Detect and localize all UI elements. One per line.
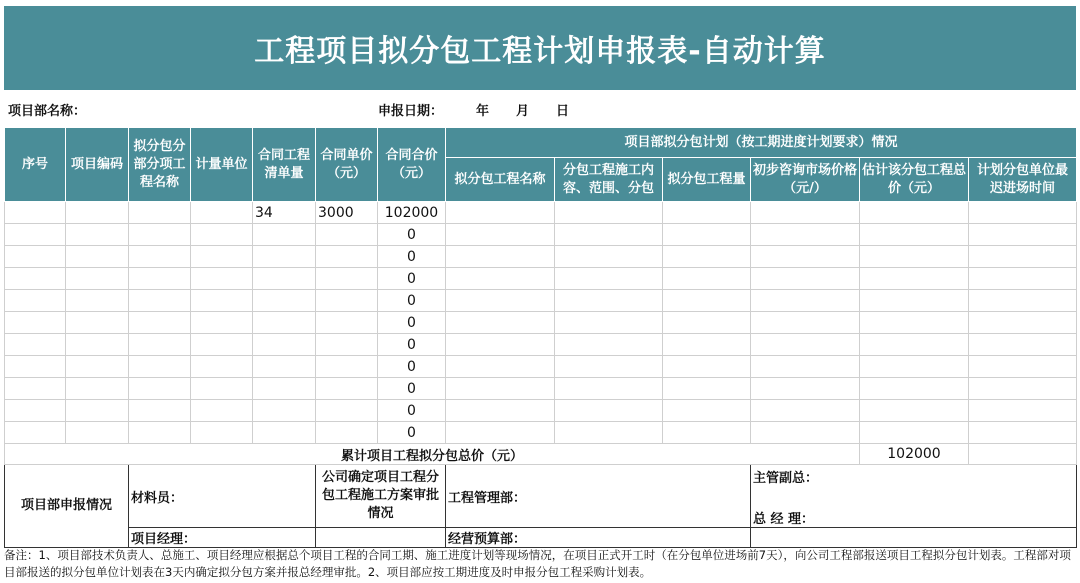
seq-cell[interactable] — [5, 334, 66, 356]
estimated-total-cell[interactable] — [860, 224, 969, 246]
pm-label: 项目经理： — [129, 528, 316, 548]
budget-empty-cell — [751, 528, 1077, 548]
item-name-cell[interactable] — [129, 422, 191, 444]
code-cell[interactable] — [66, 356, 129, 378]
year-label: 年 — [476, 104, 490, 119]
date-label: 申报日期： — [378, 104, 444, 119]
table-row — [5, 334, 1077, 356]
sub-content-cell[interactable] — [555, 356, 663, 378]
unit-cell[interactable] — [191, 202, 253, 224]
sub-quantity-cell[interactable] — [663, 422, 751, 444]
seq-cell[interactable] — [5, 422, 66, 444]
seq-cell[interactable] — [5, 400, 66, 422]
estimated-total-cell[interactable] — [860, 378, 969, 400]
sub-quantity-cell[interactable] — [663, 334, 751, 356]
code-cell[interactable] — [66, 422, 129, 444]
summary-empty-cell[interactable] — [969, 444, 1077, 465]
quantity-cell[interactable] — [253, 268, 316, 290]
sub-quantity-cell[interactable] — [663, 290, 751, 312]
table-row — [5, 202, 1077, 224]
header-code: 项目编码 — [66, 128, 129, 202]
estimated-total-cell[interactable] — [860, 356, 969, 378]
item-name-cell[interactable] — [129, 202, 191, 224]
table-row — [5, 268, 1077, 290]
header-quantity: 合同工程清单量 — [253, 128, 316, 202]
sub-name-cell[interactable] — [446, 224, 555, 246]
code-cell[interactable] — [66, 246, 129, 268]
approvers-cell — [751, 465, 1077, 528]
unit-price-cell[interactable] — [316, 224, 378, 246]
sub-content-cell[interactable] — [555, 400, 663, 422]
unit-price-cell[interactable]: 3000 — [316, 202, 378, 224]
market-price-cell[interactable] — [751, 312, 860, 334]
seq-cell[interactable] — [5, 268, 66, 290]
total-price-cell[interactable]: 0 — [378, 356, 446, 378]
unit-cell[interactable] — [191, 334, 253, 356]
pm-empty-cell — [316, 528, 446, 548]
sub-content-cell[interactable] — [555, 246, 663, 268]
header-total-price: 合同合价（元） — [378, 128, 446, 202]
header-estimated-total: 估计该分包工程总价（元） — [860, 158, 969, 202]
sub-name-cell[interactable] — [446, 312, 555, 334]
latest-entry-cell[interactable] — [969, 400, 1077, 422]
total-price-cell[interactable]: 0 — [378, 334, 446, 356]
latest-entry-cell[interactable] — [969, 290, 1077, 312]
estimated-total-cell[interactable] — [860, 312, 969, 334]
sub-content-cell[interactable] — [555, 378, 663, 400]
sub-content-cell[interactable] — [555, 202, 663, 224]
sub-name-cell[interactable] — [446, 356, 555, 378]
sub-quantity-cell[interactable] — [663, 378, 751, 400]
total-price-cell[interactable]: 0 — [378, 422, 446, 444]
market-price-cell[interactable] — [751, 378, 860, 400]
market-price-cell[interactable] — [751, 290, 860, 312]
deputy-gm-label: 主管副总： — [753, 471, 819, 486]
unit-cell[interactable] — [191, 268, 253, 290]
header-unit: 计量单位 — [191, 128, 253, 202]
total-price-cell[interactable]: 0 — [378, 224, 446, 246]
estimated-total-cell[interactable] — [860, 422, 969, 444]
unit-price-cell[interactable] — [316, 356, 378, 378]
unit-cell[interactable] — [191, 378, 253, 400]
sub-quantity-cell[interactable] — [663, 202, 751, 224]
header-market-price: 初步咨询市场价格（元/） — [751, 158, 860, 202]
item-name-cell[interactable] — [129, 246, 191, 268]
seq-cell[interactable] — [5, 356, 66, 378]
unit-price-cell[interactable] — [316, 246, 378, 268]
unit-cell[interactable] — [191, 246, 253, 268]
quantity-cell[interactable] — [253, 378, 316, 400]
latest-entry-cell[interactable] — [969, 312, 1077, 334]
unit-cell[interactable] — [191, 422, 253, 444]
sub-name-cell[interactable] — [446, 400, 555, 422]
unit-price-cell[interactable] — [316, 334, 378, 356]
code-cell[interactable] — [66, 290, 129, 312]
budget-dept-label: 经营预算部： — [446, 528, 751, 548]
total-price-cell[interactable]: 102000 — [378, 202, 446, 224]
code-cell[interactable] — [66, 268, 129, 290]
sub-quantity-cell[interactable] — [663, 224, 751, 246]
latest-entry-cell[interactable] — [969, 224, 1077, 246]
title-banner — [4, 6, 1076, 90]
sub-name-cell[interactable] — [446, 378, 555, 400]
header-seq: 序号 — [5, 128, 66, 202]
estimated-total-cell[interactable] — [860, 290, 969, 312]
unit-cell[interactable] — [191, 224, 253, 246]
unit-price-cell[interactable] — [316, 400, 378, 422]
sub-content-cell[interactable] — [555, 422, 663, 444]
code-cell[interactable] — [66, 334, 129, 356]
item-name-cell[interactable] — [129, 400, 191, 422]
quantity-cell[interactable] — [253, 224, 316, 246]
quantity-cell[interactable] — [253, 246, 316, 268]
latest-entry-cell[interactable] — [969, 268, 1077, 290]
section-label: 项目部申报情况 — [5, 465, 129, 548]
unit-price-cell[interactable] — [316, 422, 378, 444]
market-price-cell[interactable] — [751, 400, 860, 422]
eng-dept-label: 工程管理部： — [446, 465, 751, 528]
header-sub-quantity: 拟分包工程量 — [663, 158, 751, 202]
item-name-cell[interactable] — [129, 356, 191, 378]
quantity-cell[interactable] — [253, 400, 316, 422]
market-price-cell[interactable] — [751, 356, 860, 378]
sub-content-cell[interactable] — [555, 290, 663, 312]
unit-price-cell[interactable] — [316, 378, 378, 400]
day-label: 日 — [556, 104, 570, 119]
total-price-cell[interactable]: 0 — [378, 400, 446, 422]
market-price-cell[interactable] — [751, 422, 860, 444]
sub-content-cell[interactable] — [555, 268, 663, 290]
total-price-cell[interactable]: 0 — [378, 378, 446, 400]
seq-cell[interactable] — [5, 290, 66, 312]
item-name-cell[interactable] — [129, 334, 191, 356]
materials-label: 材料员： — [129, 465, 316, 528]
summary-label: 累计项目工程拟分包总价（元） — [5, 444, 860, 465]
sub-name-cell[interactable] — [446, 290, 555, 312]
sub-quantity-cell[interactable] — [663, 246, 751, 268]
quantity-cell[interactable] — [253, 334, 316, 356]
sub-content-cell[interactable] — [555, 334, 663, 356]
market-price-cell[interactable] — [751, 334, 860, 356]
header-sub-name: 拟分包工程名称 — [446, 158, 555, 202]
seq-cell[interactable] — [5, 378, 66, 400]
code-cell[interactable] — [66, 400, 129, 422]
item-name-cell[interactable] — [129, 378, 191, 400]
table-row — [5, 356, 1077, 378]
unit-cell[interactable] — [191, 290, 253, 312]
latest-entry-cell[interactable] — [969, 246, 1077, 268]
header-plan-group: 项目部拟分包计划（按工期进度计划要求）情况 — [446, 128, 1077, 158]
sub-name-cell[interactable] — [446, 202, 555, 224]
seq-cell[interactable] — [5, 202, 66, 224]
estimated-total-cell[interactable] — [860, 268, 969, 290]
item-name-cell[interactable] — [129, 224, 191, 246]
unit-price-cell[interactable] — [316, 290, 378, 312]
estimated-total-cell[interactable] — [860, 334, 969, 356]
table-row — [5, 290, 1077, 312]
quantity-cell[interactable] — [253, 356, 316, 378]
code-cell[interactable] — [66, 312, 129, 334]
sub-quantity-cell[interactable] — [663, 356, 751, 378]
header-item-name: 拟分包分部分项工程名称 — [129, 128, 191, 202]
estimated-total-cell[interactable] — [860, 400, 969, 422]
sub-name-cell[interactable] — [446, 246, 555, 268]
code-cell[interactable] — [66, 202, 129, 224]
header-unit-price: 合同单价（元） — [316, 128, 378, 202]
latest-entry-cell[interactable] — [969, 378, 1077, 400]
latest-entry-cell[interactable] — [969, 334, 1077, 356]
estimated-total-cell[interactable] — [860, 202, 969, 224]
table-row — [5, 378, 1077, 400]
unit-cell[interactable] — [191, 356, 253, 378]
unit-price-cell[interactable] — [316, 268, 378, 290]
code-cell[interactable] — [66, 224, 129, 246]
sub-quantity-cell[interactable] — [663, 400, 751, 422]
item-name-cell[interactable] — [129, 268, 191, 290]
quantity-cell[interactable]: 34 — [253, 202, 316, 224]
dept-name-label: 项目部名称： — [8, 104, 87, 119]
latest-entry-cell[interactable] — [969, 202, 1077, 224]
remarks-note: 备注：1、项目部技术负责人、总施工、项目经理应根据总个项目工程的合同工期、施工进度计划等现场情况，在项目正式开工时（在分包单位进场前7天），向公司工程部报送项目工程拟分包计划表。工程部对项目部报送的拟分包单位计划表在3天内确定拟分包方案并报总经理审批。2、项目部应按工期进度及时申报分包工程采购计划表。 — [4, 548, 1071, 579]
estimated-total-cell[interactable] — [860, 246, 969, 268]
latest-entry-cell[interactable] — [969, 356, 1077, 378]
month-label: 月 — [516, 104, 530, 119]
market-price-cell[interactable] — [751, 224, 860, 246]
table-row — [5, 400, 1077, 422]
total-price-cell[interactable]: 0 — [378, 312, 446, 334]
sub-name-cell[interactable] — [446, 268, 555, 290]
table-row — [5, 246, 1077, 268]
quantity-cell[interactable] — [253, 290, 316, 312]
seq-cell[interactable] — [5, 224, 66, 246]
sub-name-cell[interactable] — [446, 334, 555, 356]
market-price-cell[interactable] — [751, 202, 860, 224]
table-row — [5, 422, 1077, 444]
sub-quantity-cell[interactable] — [663, 312, 751, 334]
unit-price-cell[interactable] — [316, 312, 378, 334]
table-row — [5, 312, 1077, 334]
market-price-cell[interactable] — [751, 268, 860, 290]
sub-content-cell[interactable] — [555, 224, 663, 246]
total-price-cell[interactable]: 0 — [378, 268, 446, 290]
form-title: 工程项目拟分包工程计划申报表-自动计算 — [254, 34, 826, 69]
header-latest-entry: 计划分包单位最迟进场时间 — [969, 158, 1077, 202]
table-row — [5, 224, 1077, 246]
seq-cell[interactable] — [5, 246, 66, 268]
company-review-label: 公司确定项目工程分包工程施工方案审批情况 — [316, 465, 446, 528]
quantity-cell[interactable] — [253, 312, 316, 334]
unit-cell[interactable] — [191, 400, 253, 422]
header-sub-content: 分包工程施工内容、范围、分包 — [555, 158, 663, 202]
latest-entry-cell[interactable] — [969, 422, 1077, 444]
seq-cell[interactable] — [5, 312, 66, 334]
summary-total-cell[interactable]: 102000 — [860, 444, 969, 465]
sub-name-cell[interactable] — [446, 422, 555, 444]
unit-cell[interactable] — [191, 312, 253, 334]
item-name-cell[interactable] — [129, 312, 191, 334]
sub-quantity-cell[interactable] — [663, 268, 751, 290]
item-name-cell[interactable] — [129, 290, 191, 312]
total-price-cell[interactable]: 0 — [378, 246, 446, 268]
plan-table — [4, 127, 1077, 548]
code-cell[interactable] — [66, 378, 129, 400]
gm-label: 总 经 理： — [753, 512, 815, 527]
market-price-cell[interactable] — [751, 246, 860, 268]
sub-content-cell[interactable] — [555, 312, 663, 334]
total-price-cell[interactable]: 0 — [378, 290, 446, 312]
quantity-cell[interactable] — [253, 422, 316, 444]
